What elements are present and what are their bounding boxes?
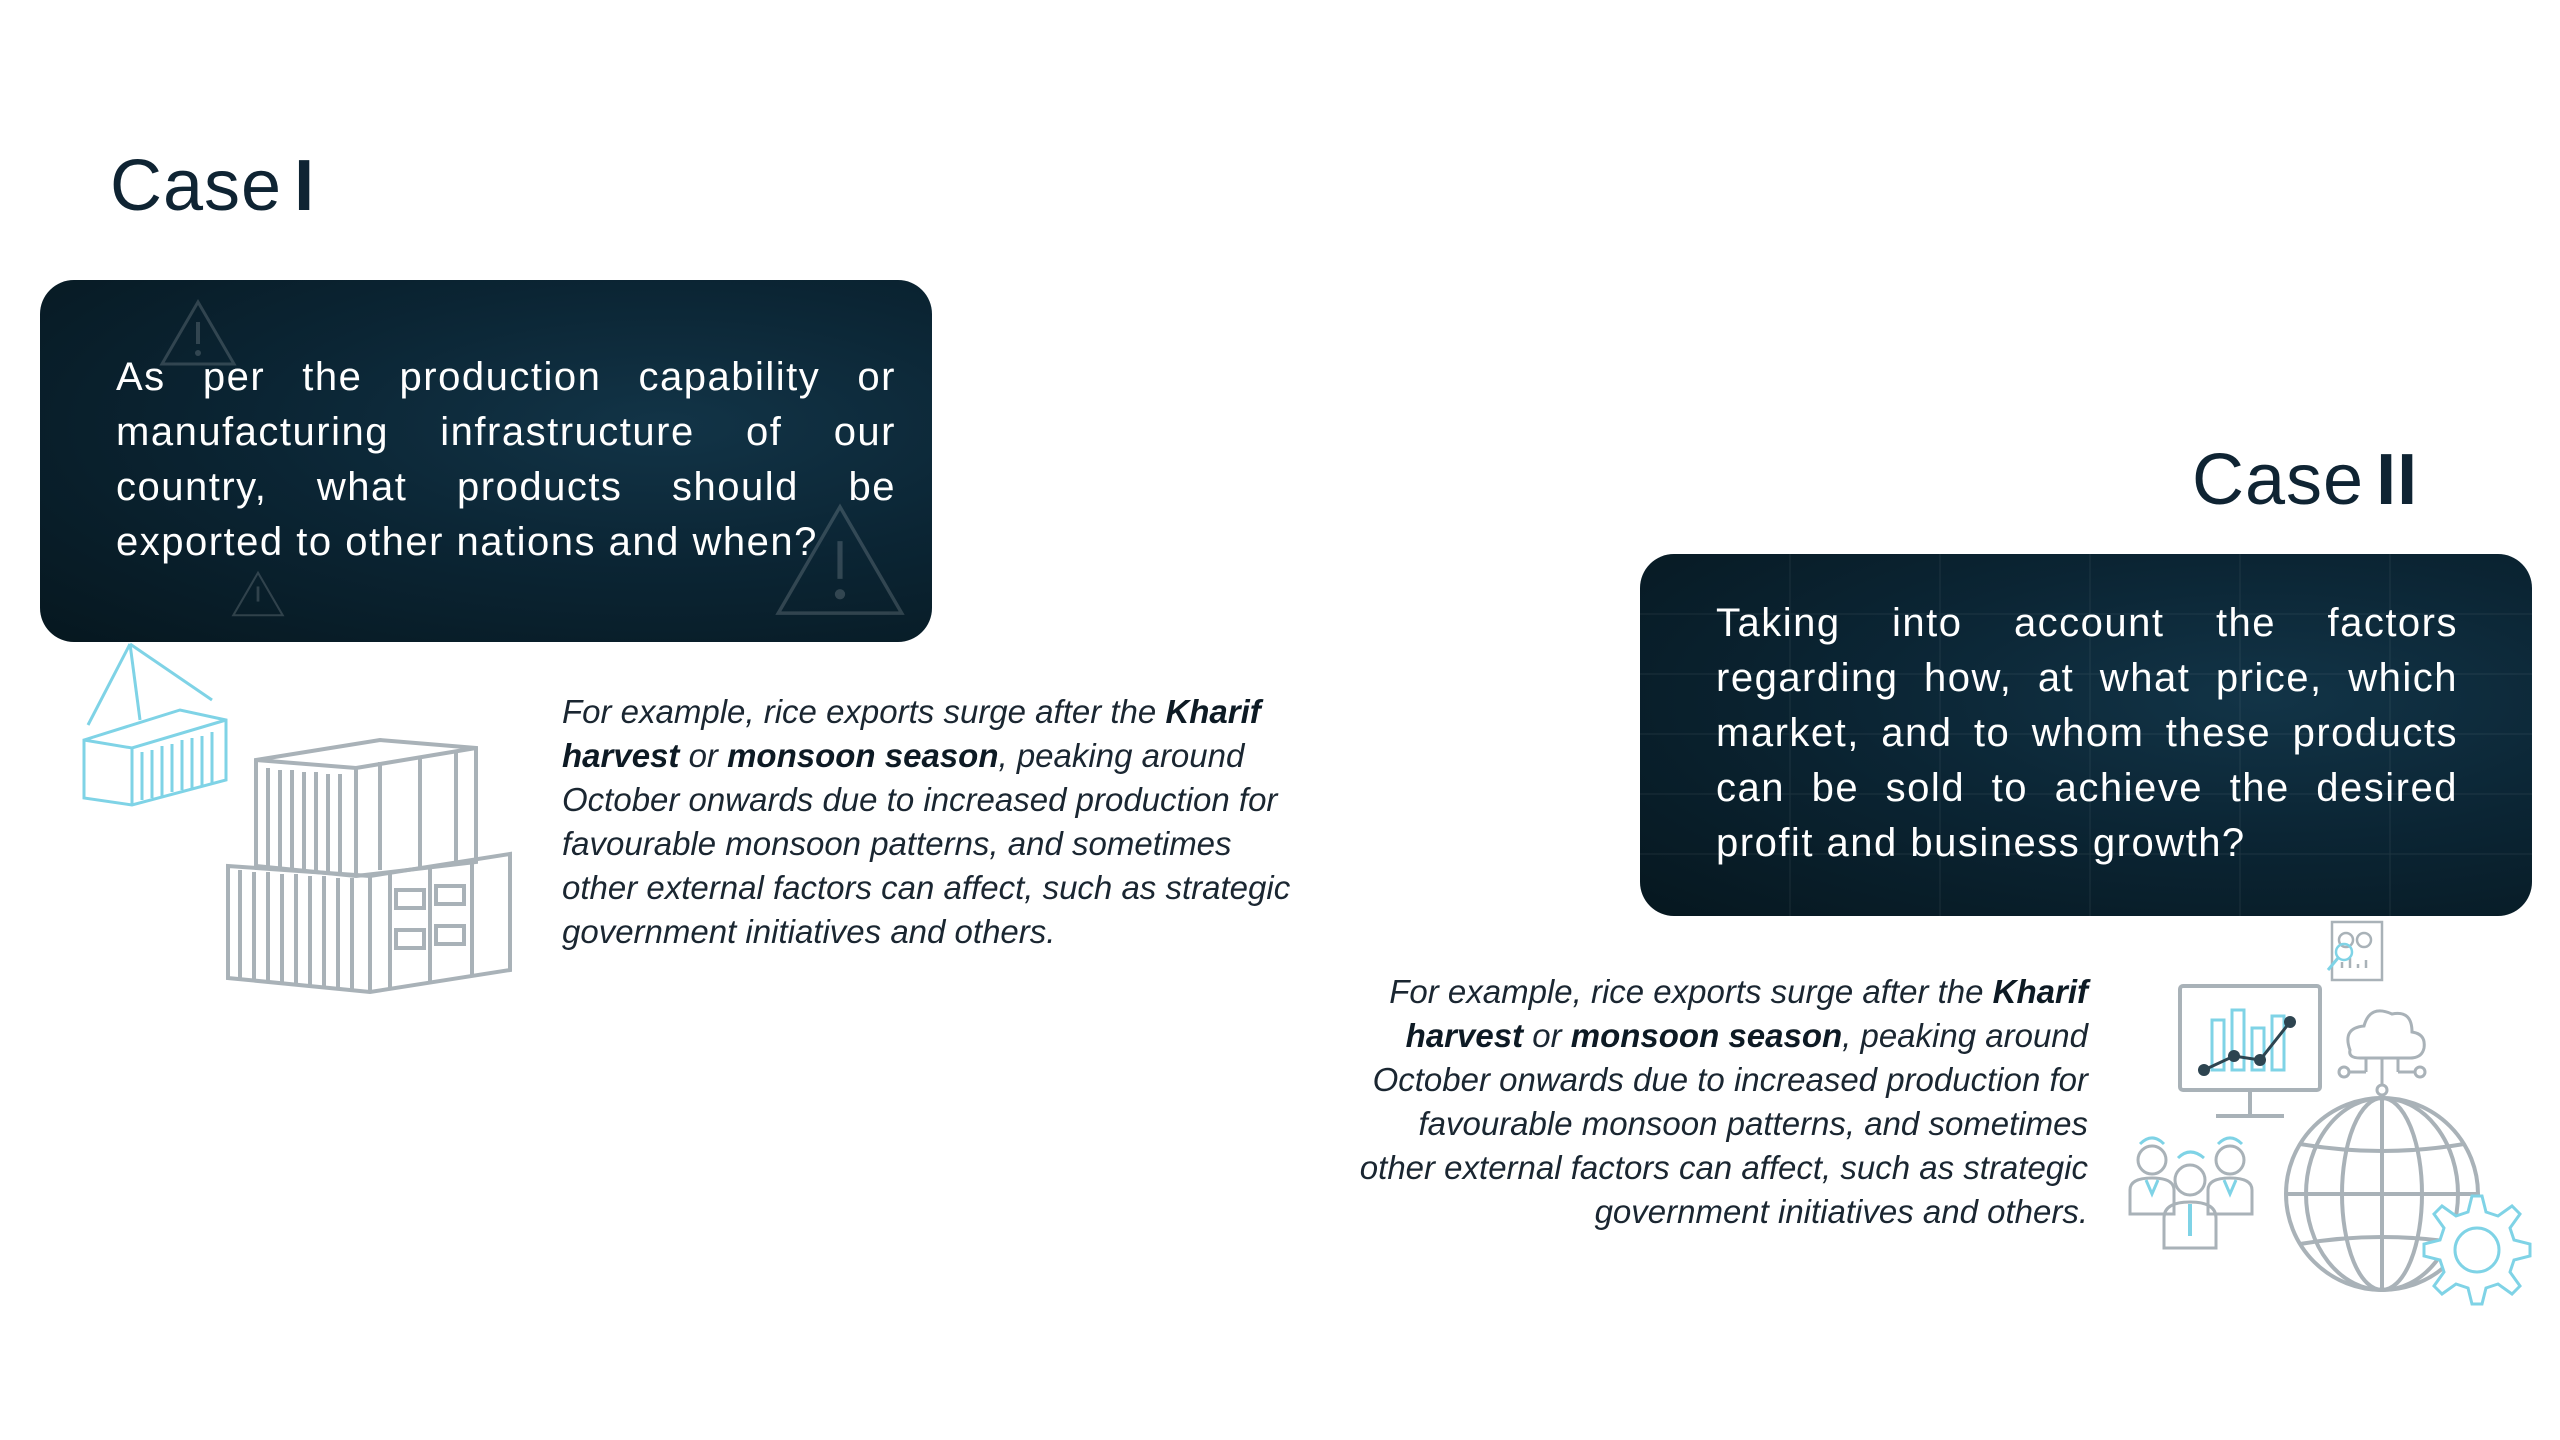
highlight-monsoon-season: monsoon season bbox=[1570, 1017, 1843, 1054]
case-2-title-word: Case bbox=[2192, 440, 2365, 520]
case-2-title-roman: II bbox=[2376, 440, 2419, 520]
shipping-containers-icon bbox=[80, 640, 520, 1010]
case-1-title-word: Case bbox=[110, 146, 283, 226]
global-business-icon bbox=[2120, 918, 2540, 1308]
warning-triangle-icon bbox=[230, 570, 286, 618]
case-2-example-text: For example, rice exports surge after the Kharif harvest or monsoon season, peaking around October onwards due to increased production for favourable monsoon patterns, and sometimes other external factors can affect, such as strategic government initiatives and others. bbox=[1359, 973, 2088, 1230]
highlight-kharif-harvest: Kharif harvest bbox=[1405, 973, 2088, 1054]
case-1-card bbox=[40, 280, 932, 642]
highlight-monsoon-season: monsoon season bbox=[727, 737, 999, 774]
case-1-example-text: For example, rice exports surge after the Kharif harvest or monsoon season, peaking around October onwards due to increased production for favourable monsoon patterns, and sometimes other external factors can affect, such as strategic government initiatives and others. bbox=[562, 693, 1291, 950]
case-1-title bbox=[110, 146, 316, 226]
highlight-kharif-harvest: Kharif harvest bbox=[562, 693, 1261, 774]
case-1-title-roman: I bbox=[294, 146, 316, 226]
case-1-card-text: As per the production capability or manufacturing infrastructure of our country, what products should be exported to other nations and when? bbox=[116, 355, 896, 564]
case-2-title bbox=[2192, 440, 2419, 520]
case-2-card bbox=[1640, 554, 2532, 916]
case-2-card-text: Taking into account the factors regarding how, at what price, which market, and to whom these products can be sold to achieve the desired profit and business growth? bbox=[1716, 601, 2458, 865]
